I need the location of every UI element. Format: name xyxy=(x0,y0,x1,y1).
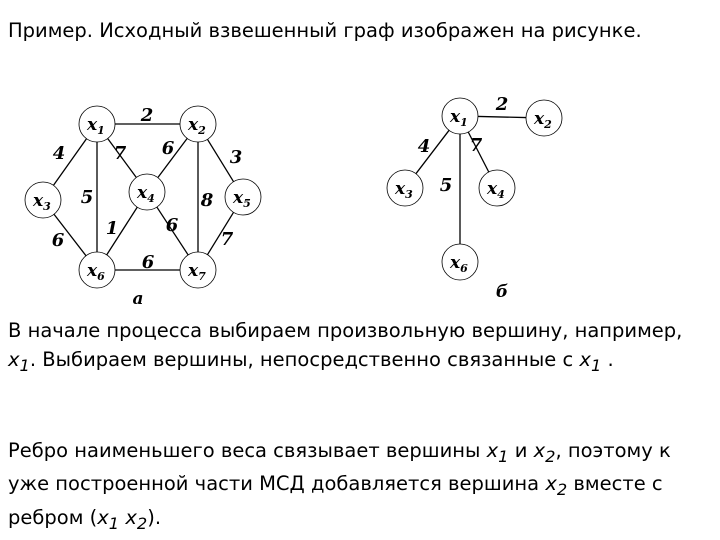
vertex-label: $x_2$ xyxy=(534,109,552,131)
edge-weight-x5-x7: 7 xyxy=(220,229,234,250)
edge-weight-x3-x6: 6 xyxy=(51,230,65,251)
edge-weight-x2-x5: 3 xyxy=(229,147,243,168)
vertex-label: $x_1$ xyxy=(450,107,468,129)
vertex-x7 xyxy=(180,252,216,288)
vertex-label: $x_6$ xyxy=(87,261,105,283)
edge-weight-x1-x6: 5 xyxy=(80,187,94,208)
edge-weight-x4-x6: 1 xyxy=(105,218,119,239)
intro-paragraph: Пример. Исходный взвешенный граф изображен на рисунке. xyxy=(8,19,642,42)
vertex-x3 xyxy=(25,182,61,218)
vertex-label: $x_4$ xyxy=(137,183,155,205)
vertex-x4 xyxy=(479,170,515,206)
vertex-x2 xyxy=(180,106,216,142)
graph-b-caption: б xyxy=(495,282,509,302)
vertex-x4 xyxy=(129,174,165,210)
vertex-label: $x_3$ xyxy=(33,191,51,213)
edge-weight-x1-x4: 7 xyxy=(113,143,127,164)
edge-weight-x1-x2: 2 xyxy=(140,105,154,126)
vertex-label: $x_5$ xyxy=(233,188,251,210)
step1-paragraph: В начале процесса выбираем произвольную вершину, например, $x_1$. Выбираем вершины, непосредственно связанные с $x_1$ . xyxy=(8,319,683,376)
vertex-label: $x_4$ xyxy=(487,179,505,201)
vertex-label: $x_1$ xyxy=(87,115,105,137)
vertex-x2 xyxy=(526,100,562,136)
edge-weight-x6-x7: 6 xyxy=(141,252,155,273)
vertex-label: $x_3$ xyxy=(395,179,413,201)
edge-weight-x4-x7: 6 xyxy=(165,215,179,236)
edge-weight-x1-x4: 7 xyxy=(469,135,483,156)
edge-weight-x1-x6: 5 xyxy=(439,175,453,196)
vertex-x5 xyxy=(225,179,261,215)
vertex-label: $x_6$ xyxy=(450,253,468,275)
edge-weight-x2-x4: 6 xyxy=(161,138,175,159)
edge-x1-x2 xyxy=(478,116,526,117)
edge-weight-x1-x3: 4 xyxy=(52,143,66,164)
vertex-x6 xyxy=(79,252,115,288)
edge-weight-x2-x7: 8 xyxy=(200,190,214,211)
step2-paragraph: Ребро наименьшего веса связывает вершины $x_1$ и $x_2$, поэтому к уже построенной части МСД добавляется вершина $x_2$ вместе с ребром ($x_1$ $x_2$). xyxy=(8,439,671,533)
graph-a-caption: а xyxy=(132,289,144,309)
vertex-x1 xyxy=(442,98,478,134)
vertex-label: $x_2$ xyxy=(188,115,206,137)
graph-b-vertices xyxy=(387,98,562,280)
vertex-x1 xyxy=(79,106,115,142)
vertex-label: $x_7$ xyxy=(188,261,206,283)
vertex-x6 xyxy=(442,244,478,280)
edge-weight-x1-x3: 4 xyxy=(417,136,431,157)
edge-weight-x1-x2: 2 xyxy=(495,94,509,115)
vertex-x3 xyxy=(387,170,423,206)
